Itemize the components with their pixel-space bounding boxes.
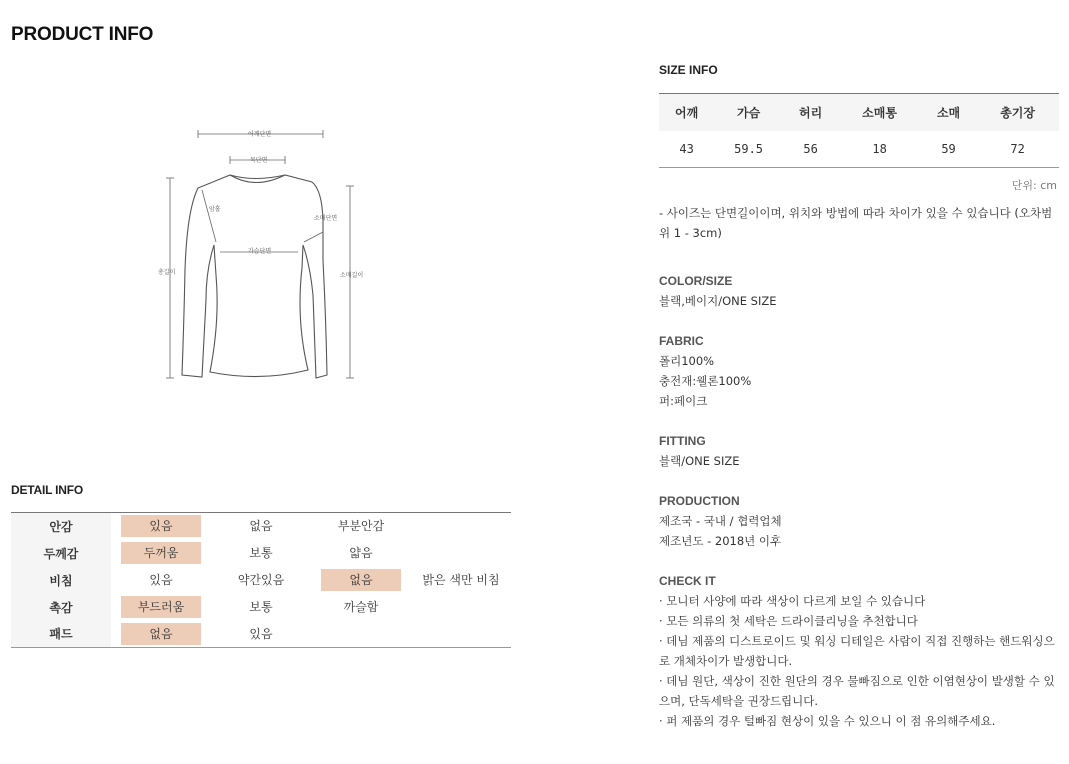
- detail-row-texture: [11, 594, 511, 621]
- detail-option: 약간있음: [237, 573, 285, 587]
- fabric-line: 퍼:페이크: [659, 394, 708, 408]
- color-size-line: 블랙,베이지/ONE SIZE: [659, 294, 777, 308]
- label-armhole: 암홀: [209, 206, 221, 213]
- check-line: · 데님 제품의 디스트로이드 및 워싱 디테일은 사람이 직접 진행하는 핸드워싱으로 개체차이가 발생합니다.: [659, 634, 1055, 668]
- size-value-chest: 59.5: [734, 141, 764, 156]
- detail-row-label: 촉감: [11, 594, 111, 621]
- detail-option: 까슬함: [343, 600, 379, 614]
- detail-row-label: 두께감: [11, 540, 111, 567]
- check-line: · 데님 원단, 색상이 진한 원단의 경우 물빠짐으로 인한 이염현상이 발생할 수 있으며, 단독세탁을 권장드립니다.: [659, 674, 1055, 708]
- size-header-waist: 허리: [783, 94, 838, 131]
- size-header-shoulder: 어깨: [659, 94, 714, 131]
- fabric-title: FABRIC: [659, 334, 704, 348]
- detail-row-label: 비침: [11, 567, 111, 594]
- detail-option: 보통: [249, 600, 273, 614]
- detail-option: 있음: [121, 515, 201, 537]
- detail-option: 있음: [249, 626, 273, 641]
- detail-option: 있음: [149, 573, 173, 587]
- fabric-section: [659, 331, 1064, 411]
- production-title: PRODUCTION: [659, 494, 740, 508]
- size-info-table: [659, 93, 1059, 168]
- detail-option: [321, 621, 401, 643]
- label-shoulder: 어깨단면: [248, 131, 272, 138]
- detail-option: 얇음: [349, 546, 373, 560]
- size-header-row: [659, 94, 1059, 131]
- check-line: · 모든 의류의 첫 세탁은 드라이클리닝을 추천합니다: [659, 614, 918, 628]
- detail-option: 없음: [249, 519, 273, 534]
- label-total-length: 총길이: [158, 269, 176, 276]
- color-size-section: [659, 271, 1064, 311]
- check-line: · 퍼 제품의 경우 털빠짐 현상이 있을 수 있으니 이 점 유의해주세요.: [659, 714, 996, 728]
- size-header-sleeve-width: 소매통: [838, 94, 921, 131]
- production-section: [659, 491, 1064, 551]
- size-header-chest: 가슴: [714, 94, 783, 131]
- detail-row-thickness: [11, 540, 511, 567]
- size-note: - 사이즈는 단면길이이며, 위치와 방법에 따라 차이가 있을 수 있습니다 (오차범위 1 - 3cm): [659, 206, 1053, 240]
- detail-option: 두꺼움: [121, 542, 201, 564]
- label-chest: 가슴단면: [248, 248, 272, 255]
- fabric-line: 폴리100%: [659, 354, 715, 368]
- garment-diagram: [150, 120, 380, 390]
- size-value-total-length: 72: [1010, 141, 1025, 156]
- detail-option: 없음: [121, 623, 201, 645]
- detail-row-lining: [11, 513, 511, 540]
- detail-row-label: 패드: [11, 621, 111, 648]
- detail-option: 부분안감: [337, 519, 385, 534]
- detail-option: 보통: [249, 546, 273, 560]
- detail-option: 없음: [321, 569, 401, 591]
- size-value-waist: 56: [803, 141, 818, 156]
- detail-row-pad: [11, 621, 511, 648]
- detail-option: [421, 514, 501, 536]
- detail-option: [421, 541, 501, 563]
- size-header-total-length: 총기장: [976, 94, 1059, 131]
- size-value-row: [659, 131, 1059, 168]
- detail-info-table: [11, 512, 511, 648]
- color-size-title: COLOR/SIZE: [659, 274, 733, 288]
- detail-option: [421, 621, 501, 643]
- label-sleeve-width: 소매단면: [314, 215, 338, 222]
- detail-info-title: DETAIL INFO: [11, 483, 84, 497]
- page-title: PRODUCT INFO: [11, 24, 154, 45]
- check-it-title: CHECK IT: [659, 574, 716, 588]
- size-header-sleeve: 소매: [921, 94, 976, 131]
- fitting-title: FITTING: [659, 434, 706, 448]
- detail-option: 밝은 색만 비침: [422, 573, 500, 587]
- garment-outline: [150, 120, 380, 390]
- production-line: 제조국 - 국내 / 협력업체: [659, 514, 782, 528]
- fabric-line: 충전재:웰론100%: [659, 374, 752, 388]
- check-line: · 모니터 사양에 따라 색상이 다르게 보일 수 있습니다: [659, 594, 926, 608]
- detail-option: [421, 595, 501, 617]
- size-value-sleeve: 59: [941, 141, 956, 156]
- fitting-line: 블랙/ONE SIZE: [659, 454, 740, 468]
- production-line: 제조년도 - 2018년 이후: [659, 534, 782, 548]
- label-sleeve-length: 소매길이: [340, 272, 364, 279]
- label-neck: 목단면: [250, 157, 268, 164]
- detail-row-label: 안감: [11, 513, 111, 540]
- detail-row-sheerness: [11, 567, 511, 594]
- fitting-section: [659, 431, 1064, 471]
- size-unit: 단위: cm: [1011, 179, 1057, 192]
- size-value-shoulder: 43: [679, 141, 694, 156]
- size-value-sleeve-width: 18: [872, 141, 887, 156]
- check-it-section: [659, 571, 1064, 731]
- detail-option: 부드러움: [121, 596, 201, 618]
- size-info-title: SIZE INFO: [659, 63, 718, 77]
